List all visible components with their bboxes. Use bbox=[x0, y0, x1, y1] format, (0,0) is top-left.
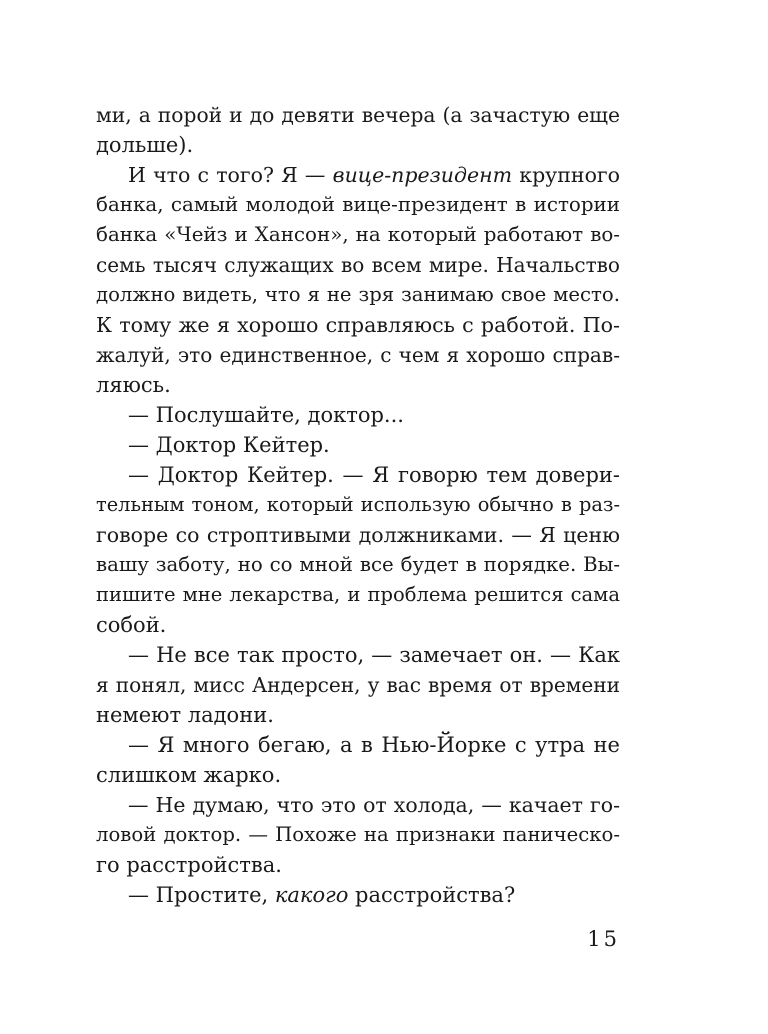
text-segment: — Доктор Кейтер. bbox=[128, 433, 330, 457]
text-segment: должно видеть, что я не зря занимаю свое место. bbox=[96, 283, 620, 306]
text-line bbox=[96, 250, 620, 280]
text-line bbox=[96, 460, 620, 490]
text-line bbox=[96, 670, 620, 700]
text-line bbox=[96, 220, 620, 250]
text-line bbox=[96, 550, 620, 580]
text-line bbox=[96, 700, 620, 730]
text-segment: слишком жарко. bbox=[96, 763, 282, 787]
text-segment: пишите мне лекарства, и проблема решится сама bbox=[96, 583, 620, 606]
text-segment: немеют ладони. bbox=[96, 703, 274, 727]
text-line bbox=[96, 580, 620, 610]
text-segment: дольше). bbox=[96, 133, 194, 157]
text-line bbox=[96, 640, 620, 670]
text-segment: собой. bbox=[96, 613, 167, 637]
text-segment: ловой доктор. — Похоже на признаки паническо- bbox=[96, 823, 620, 846]
text-segment: семь тысяч служащих во всем мире. Начальство bbox=[96, 253, 620, 277]
italic-text: вице-президент bbox=[332, 163, 513, 187]
text-line bbox=[96, 880, 620, 910]
text-segment: — Доктор Кейтер. — Я говорю тем довери- bbox=[128, 463, 620, 487]
text-segment: жалуй, это единственное, с чем я хорошо справ- bbox=[96, 343, 620, 367]
text-line bbox=[96, 730, 620, 760]
text-line bbox=[96, 850, 620, 880]
text-line bbox=[96, 610, 620, 640]
text-segment: — Послушайте, доктор... bbox=[128, 403, 404, 427]
text-line bbox=[96, 370, 620, 400]
text-line bbox=[96, 490, 620, 520]
text-segment: банка «Чейз и Хансон», на который работают во- bbox=[96, 223, 620, 246]
text-segment: го расстройства. bbox=[96, 853, 282, 877]
text-line bbox=[96, 790, 620, 820]
text-line bbox=[96, 160, 620, 190]
text-segment: ляюсь. bbox=[96, 373, 171, 397]
text-segment: говоре со строптивыми должниками. — Я ценю bbox=[96, 523, 620, 547]
text-line bbox=[96, 130, 620, 160]
text-line bbox=[96, 340, 620, 370]
text-segment: банка, самый молодой вице-президент в истории bbox=[96, 193, 620, 216]
text-line bbox=[96, 520, 620, 550]
text-line bbox=[96, 760, 620, 790]
text-segment: К тому же я хорошо справляюсь с работой. По- bbox=[96, 313, 620, 337]
text-segment: я понял, мисс Андерсен, у вас время от времени bbox=[96, 673, 620, 697]
page-number: 15 bbox=[587, 927, 620, 951]
text-line bbox=[96, 280, 620, 310]
text-segment: И что с того? Я — bbox=[128, 163, 333, 187]
text-line bbox=[96, 310, 620, 340]
text-segment: расстройства? bbox=[348, 883, 516, 907]
text-line bbox=[96, 100, 620, 130]
text-line bbox=[96, 400, 620, 430]
text-line bbox=[96, 820, 620, 850]
text-line bbox=[96, 430, 620, 460]
italic-text: какого bbox=[274, 883, 349, 907]
text-segment: тельным тоном, который использую обычно в раз- bbox=[96, 493, 620, 516]
text-segment: вашу заботу, но со мной все будет в порядке. Вы- bbox=[96, 553, 620, 576]
text-segment: крупного bbox=[512, 163, 620, 187]
text-segment: — Не все так просто, — замечает он. — Как bbox=[128, 643, 620, 667]
page-text-block bbox=[96, 100, 620, 910]
text-line bbox=[96, 190, 620, 220]
text-segment: — Не думаю, что это от холода, — качает го- bbox=[128, 793, 620, 817]
text-segment: ми, а порой и до девяти вечера (а зачастую еще bbox=[96, 103, 620, 127]
text-segment: — Простите, bbox=[128, 883, 275, 907]
text-segment: — Я много бегаю, а в Нью-Йорке с утра не bbox=[128, 733, 620, 757]
